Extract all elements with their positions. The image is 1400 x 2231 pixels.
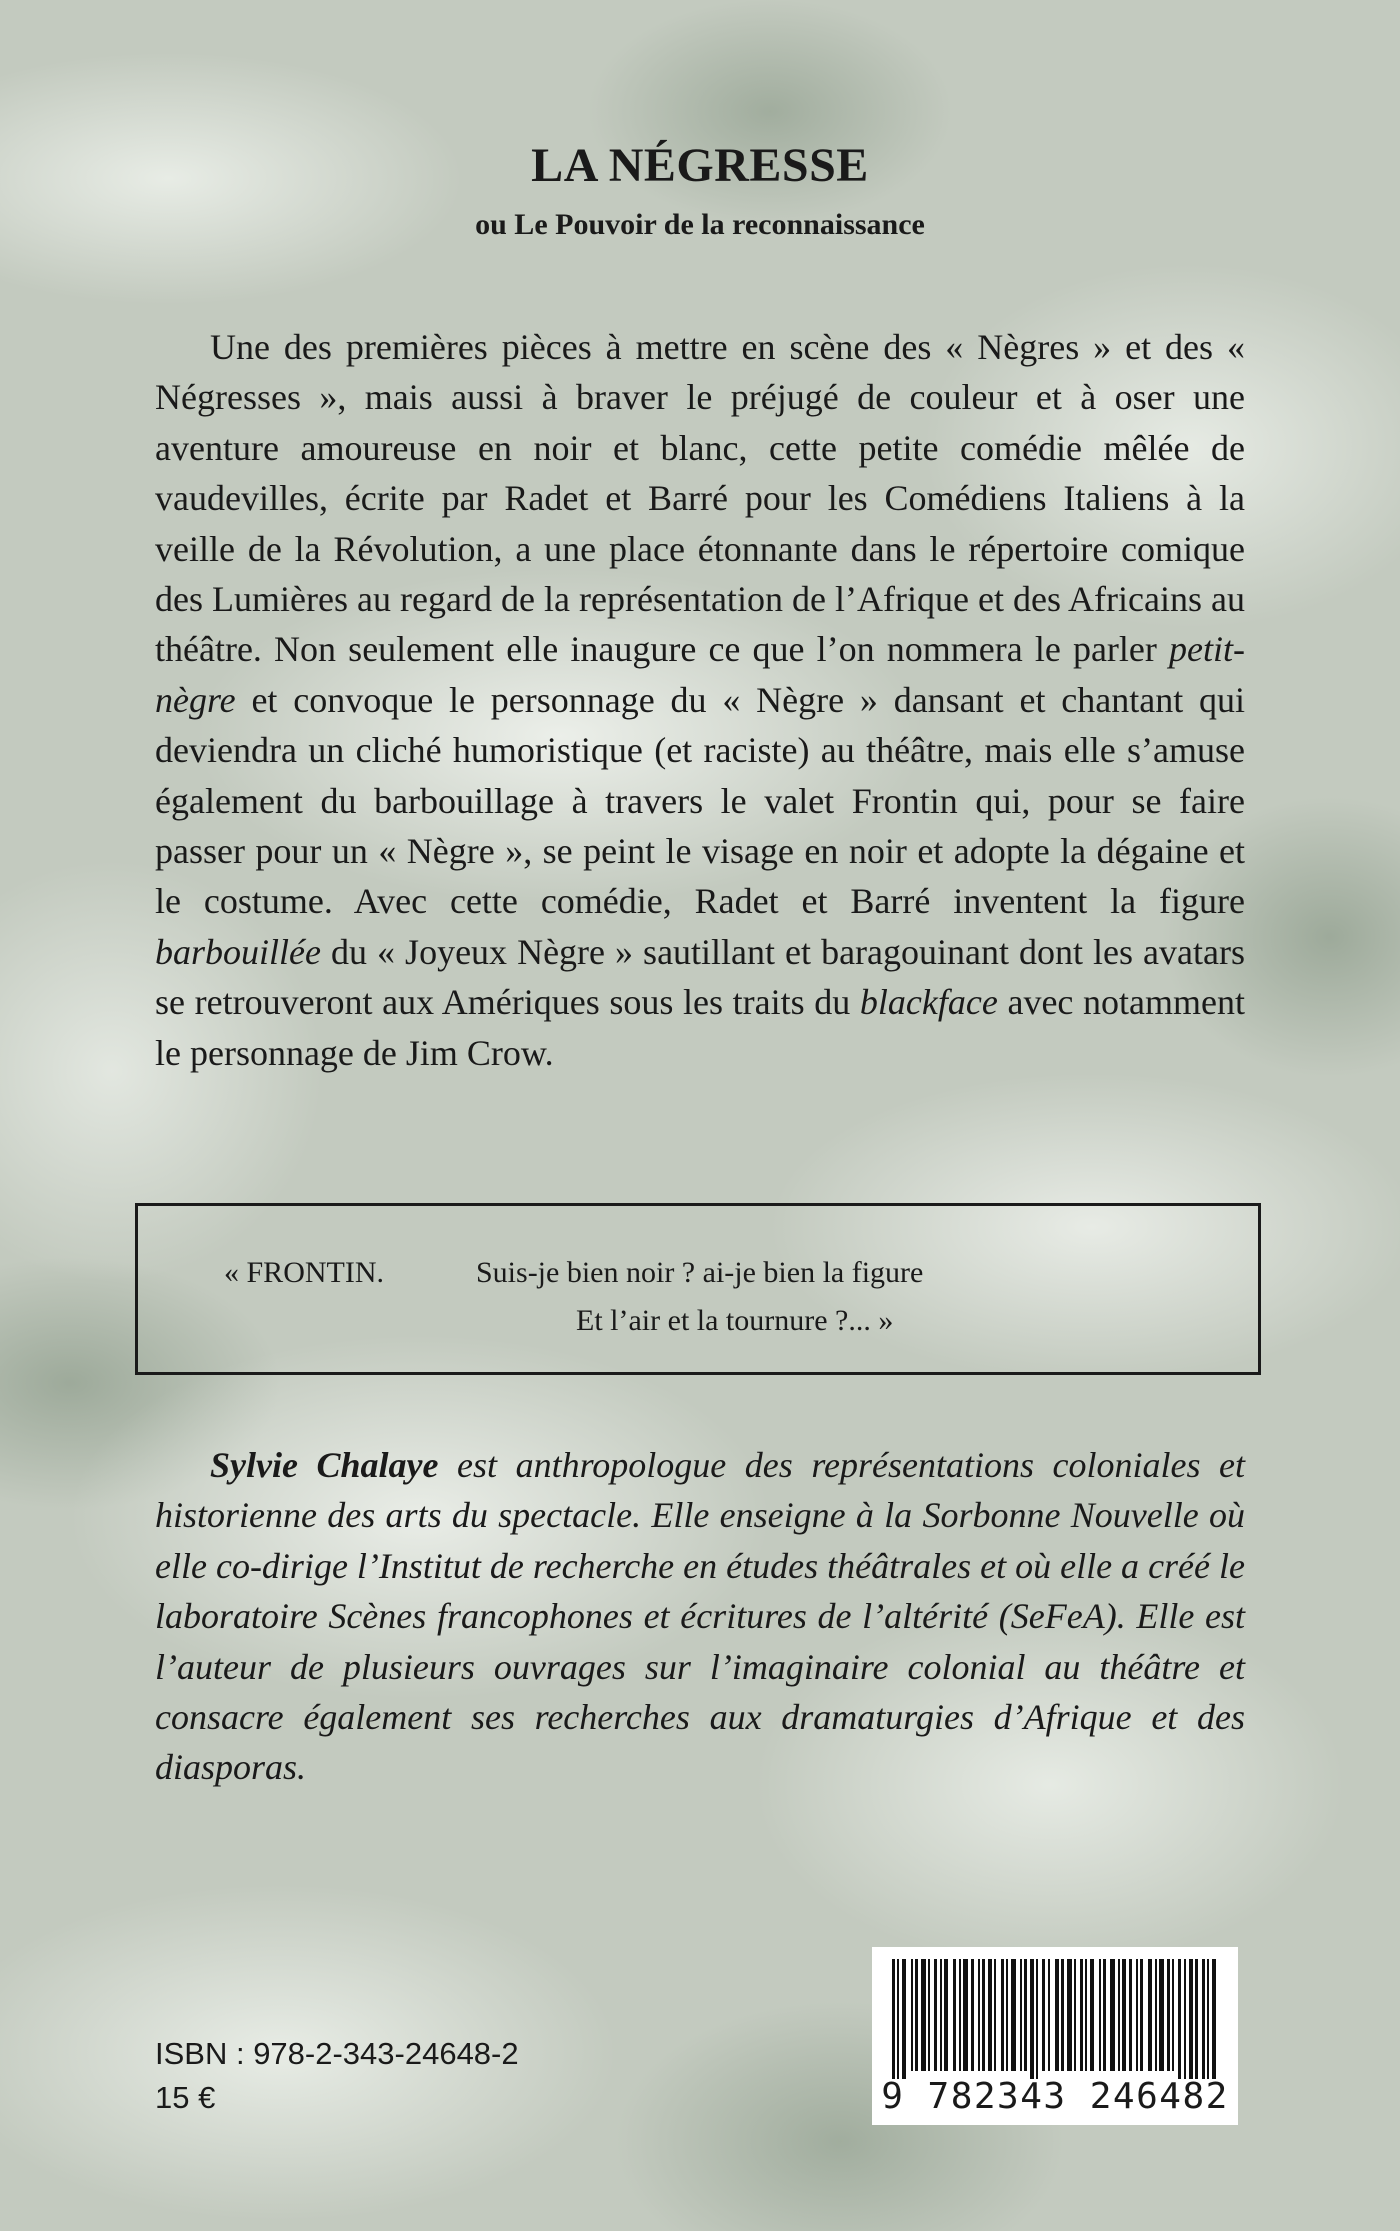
barcode-bar: [1159, 1959, 1164, 2071]
barcode-bar: [940, 1959, 942, 2071]
barcode-bar: [1099, 1959, 1101, 2071]
barcode-bar: [911, 1959, 913, 2071]
barcode-bar: [1030, 1959, 1034, 2079]
barcode-bar: [1103, 1959, 1106, 2071]
summary-text-4: avec notamment le personnage de Jim Crow.: [155, 982, 1245, 1073]
summary-text-1: Une des premières pièces à mettre en scène des « Nègres » et des « Négresses », mais aussi à braver le préjugé de couleur et à oser une aventure amoureuse en noir et blanc, cette petite comédie mêlée de vaudevilles, écrite par Radet et Barré pour les Comédiens Italiens à la veille de la Révolution, a une place étonnante dans le répertoire comique des Lumières au regard de la représentation de l’Afrique et des Africains au théâtre. Non seulement elle inaugure ce que l’on nommera le parler: [155, 327, 1245, 670]
barcode-bar: [1074, 1959, 1076, 2071]
barcode-bar: [1090, 1959, 1094, 2071]
barcode-bar: [1024, 1959, 1027, 2071]
summary-text-2: et convoque le personnage du « Nègre » dansant et chantant qui deviendra un cliché humoristique (et raciste) au théâtre, mais elle s’amuse également du barbouillage à travers le valet Frontin qui, pour se faire passer pour un « Nègre », se peint le visage en noir et adopte la dégaine et le costume. Avec cette comédie, Radet et Barré inventent la figure: [155, 679, 1245, 922]
barcode-bar: [1110, 1959, 1115, 2071]
summary-paragraph: [155, 322, 1245, 1078]
barcode-bar: [1048, 1959, 1050, 2071]
barcode-bar: [994, 1959, 996, 2071]
barcode-bar: [1036, 1959, 1038, 2079]
barcode-bar: [1020, 1959, 1022, 2071]
barcode-bar: [1155, 1959, 1157, 2071]
barcode-bar: [1184, 1959, 1186, 2079]
quote-line-2: Et l’air et la tournure ?... »: [576, 1304, 894, 1337]
barcode-bar: [963, 1959, 968, 2071]
isbn-label: ISBN : 978-2-343-24648-2: [155, 2036, 519, 2071]
barcode-bar: [902, 1959, 906, 2079]
author-name: Sylvie Chalaye: [210, 1445, 439, 1485]
barcode-bar: [1001, 1959, 1004, 2071]
summary-emphasis-3: blackface: [859, 982, 998, 1023]
barcode-bar: [1172, 1959, 1174, 2071]
barcode-bar: [1207, 1959, 1209, 2079]
author-bio: [155, 1440, 1245, 1793]
summary-emphasis-2: barbouillée: [155, 931, 321, 972]
barcode-bar: [953, 1959, 956, 2071]
barcode-bar: [897, 1959, 899, 2079]
author-bio-text: est anthropologue des représentations coloniales et historienne des arts du spectacle. Elle enseigne à la Sorbonne Nouvelle où elle co-dirige l’Institut de recherche en études théâtrales et où elle a créé le laboratoire Scènes francophones et écritures de l’altérité (SeFeA). Elle est l’auteur de plusieurs ouvrages sur l’imaginaire colonial au théâtre et consacre également ses recherches aux dramaturgies d’Afrique et des diasporas.: [155, 1445, 1246, 1788]
barcode-bar: [1140, 1959, 1143, 2071]
barcode-bar: [1178, 1959, 1181, 2079]
barcode-bar: [928, 1959, 930, 2071]
barcode-bar: [915, 1959, 918, 2071]
quote-line-1: Suis-je bien noir ? ai-je bien la figure: [476, 1256, 924, 1289]
barcode-bar: [1167, 1959, 1170, 2071]
book-subtitle: ou Le Pouvoir de la reconnaissance: [475, 208, 925, 241]
barcode-bar: [1042, 1959, 1045, 2071]
barcode-bar: [1055, 1959, 1059, 2071]
barcode-bar: [1202, 1959, 1205, 2079]
barcode-bar: [1061, 1959, 1064, 2071]
barcode-bar: [988, 1959, 992, 2071]
summary-emphasis-1: petit-nègre: [155, 629, 1245, 720]
barcode-bar: [1189, 1959, 1193, 2079]
barcode-bar: [971, 1959, 974, 2071]
barcode-bar: [1006, 1959, 1008, 2071]
barcode-bar: [1080, 1959, 1083, 2071]
barcode-bar: [934, 1959, 937, 2071]
barcode-bar: [892, 1959, 895, 2079]
barcode: [872, 1947, 1238, 2125]
barcode-bar: [1195, 1959, 1198, 2079]
barcode-bar: [978, 1959, 980, 2071]
barcode-bar: [1122, 1959, 1126, 2071]
barcode-bar: [1129, 1959, 1132, 2071]
quote-box: [135, 1203, 1261, 1375]
price-label: 15 €: [155, 2080, 216, 2115]
barcode-bar: [921, 1959, 926, 2071]
barcode-bar: [1011, 1959, 1016, 2071]
barcode-bar: [982, 1959, 985, 2071]
barcode-bar: [1148, 1959, 1152, 2071]
book-title: LA NÉGRESSE: [531, 139, 869, 192]
barcode-bar: [1085, 1959, 1087, 2071]
barcode-bar: [1067, 1959, 1072, 2071]
barcode-bar: [1212, 1959, 1216, 2079]
barcode-bar: [1118, 1959, 1120, 2071]
barcode-digits: 9 782343 246482: [881, 2076, 1229, 2117]
barcode-bar: [959, 1959, 961, 2071]
barcode-bar: [1136, 1959, 1138, 2071]
summary-text-3: du « Joyeux Nègre » sautillant et baragouinant dont les avatars se retrouveront aux Amériques sous les traits du: [155, 931, 1245, 1023]
barcode-bar: [944, 1959, 948, 2071]
quote-speaker: « FRONTIN.: [224, 1256, 385, 1289]
